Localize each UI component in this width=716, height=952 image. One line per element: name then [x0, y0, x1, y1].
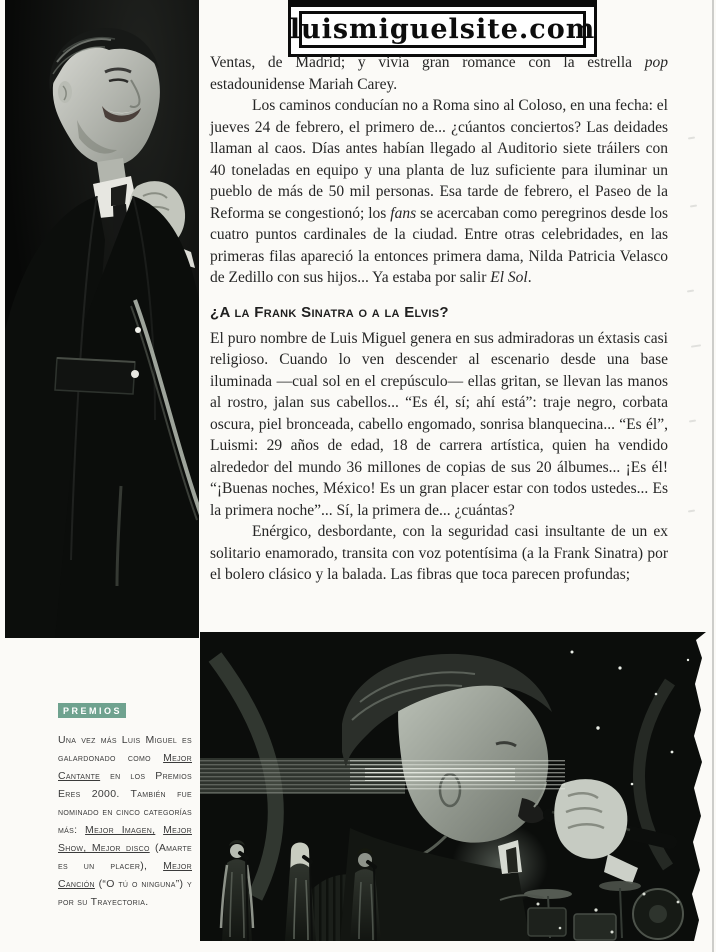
scan-smudge	[688, 137, 695, 140]
text-run: Ventas, de Madrid; y vivía gran romance con la estrella	[210, 54, 645, 71]
concert-photo	[200, 632, 706, 941]
italic-text: pop	[644, 54, 668, 71]
jacket-pocket	[55, 358, 135, 394]
tie	[506, 847, 518, 873]
scan-smudge	[691, 344, 701, 347]
premios-label: PREMIOS	[58, 703, 126, 718]
article-intro	[210, 52, 668, 289]
text-run	[155, 824, 163, 836]
drum	[574, 914, 616, 940]
portrait-photo	[5, 0, 199, 638]
text-run: (Amarte es un placer),	[58, 842, 192, 872]
watermark-text: luismiguelsite.com	[289, 14, 596, 45]
text-run: .	[527, 269, 532, 286]
underlined-text: Mejor Imagen,	[85, 824, 156, 836]
text-run: estadounidense Mariah Carey.	[210, 75, 398, 93]
button-sparkle	[131, 370, 139, 378]
fist	[554, 779, 627, 859]
text-run: Una vez más Luis Miguel es galardonado como	[58, 734, 192, 764]
watermark-inner-border	[289, 11, 596, 48]
text-run: se acercaban como peregrinos desde los cuatro puntos cardinales de la ciudad. Entre otras celebridades, en las primeras filas apareció la entonces primera dama, Nilda Patricia Velasco de Zedillo con sus hijos... Ya estaba por salir	[210, 204, 668, 286]
body-paragraph	[210, 95, 668, 289]
drum	[528, 908, 566, 936]
scan-smudge	[690, 205, 697, 208]
italic-text: El Sol	[490, 269, 528, 286]
italic-text: fans	[390, 204, 417, 222]
text-run: (“O tú o ninguna”) y por su Trayectoria.	[58, 878, 192, 908]
body-paragraph	[210, 328, 668, 522]
watermark-box	[288, 0, 597, 57]
text-run: Enérgico, desbordante, con la seguridad casi insultante de un ex solitario enamorado, transita con voz potentísima (a la Frank Sinatra) por el bolero clásico y la balada. Las fibras que toca parecen profundas;	[210, 523, 668, 583]
text-run: El puro nombre de Luis Miguel genera en sus admiradoras un éxtasis casi religioso. Cuando lo ven descender al escenario desde una base iluminada —cual sol en el crepúsculo— ellas gritan, se llevan las manos al rostro, jalan sus cabellos... “Es él, sí; ahí está”: traje negro, corbata oscura, piel bronceada, cabello engomado, sonrisa blanquecina... “Es él”, Luismi: 29 años de edad, 18 de carrera artística, quien ha vendido alrededor del mundo 36 millones de copias de sus 20 álbumes... ¡Es él! “¡Buenas noches, México! Es un gran placer estar con todos ustedes... Es la primera noche”... Sí, la primera de... ¿cuántas?	[210, 329, 668, 519]
article-body	[210, 328, 668, 586]
underlined-text: Mejor Canción	[58, 860, 192, 890]
article-heading: ¿A la Frank Sinatra o a la Elvis?	[210, 303, 449, 321]
underlined-text: Mejor Cantante	[58, 752, 192, 782]
text-run: Los caminos conducían no a Roma sino al Coloso, en una fecha: el jueves 24 de febrero, el primero de... ¿cúantos conciertos? Las deidades llaman al caos. Días antes habían llegado al Auditorio siete tráilers con 40 toneladas en equipo y una planta de luz suficiente para iluminar un pueblo de más de 50 mil personas. Esa tarde de febrero, el Paseo de la Reforma se congestionó; los	[210, 97, 668, 222]
premios-text	[58, 731, 192, 911]
body-paragraph	[210, 52, 668, 95]
underlined-text: Mejor Show, Mejor disco	[58, 824, 192, 854]
scan-smudge	[688, 510, 695, 513]
article-column	[210, 52, 668, 586]
body-paragraph	[210, 521, 668, 586]
suit-jacket	[5, 196, 199, 638]
scan-smudge	[689, 420, 696, 423]
scan-edge-line	[712, 0, 714, 952]
button-sparkle	[135, 327, 141, 333]
scan-smudge	[687, 290, 694, 293]
text-run: en los Premios Eres 2000. También fue nominado en cinco categorías más:	[58, 770, 192, 836]
